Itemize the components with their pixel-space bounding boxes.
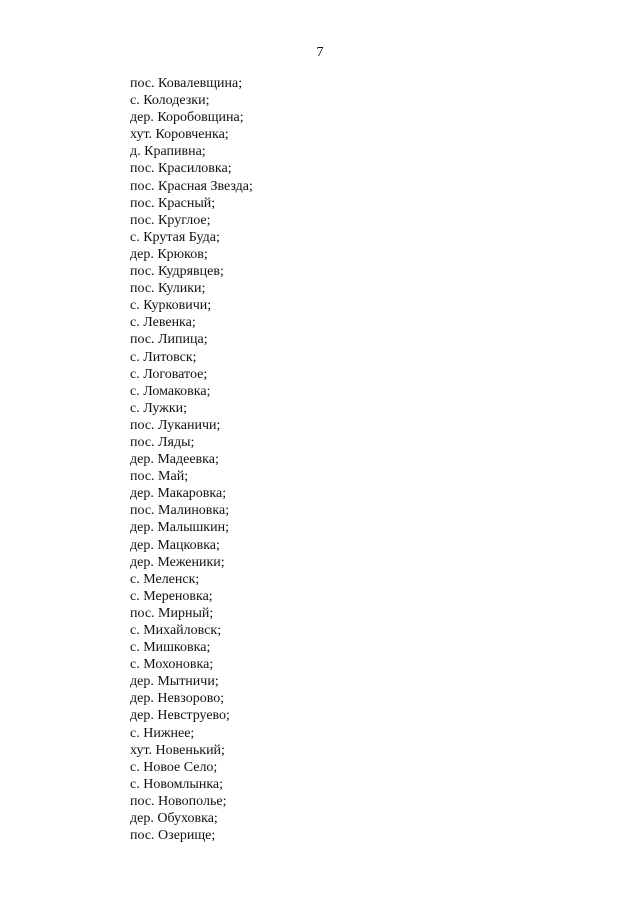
list-item: с. Мереновка; <box>130 588 213 604</box>
list-item: пос. Ковалевщина; <box>130 76 243 91</box>
list-item: дер. Малышкин; <box>130 520 229 536</box>
list-item: с. Литовск; <box>130 349 197 365</box>
list-item: дер. Невструево; <box>130 708 230 724</box>
list-item: дер. Невзорово; <box>130 691 225 707</box>
list-item: пос. Липица; <box>130 332 208 348</box>
list-item: пос. Кудрявцев; <box>130 264 224 280</box>
list-item: с. Ломаковка; <box>130 383 211 399</box>
list-item: пос. Мирный; <box>130 605 214 621</box>
list-item: пос. Ляды; <box>130 434 195 450</box>
list-item: пос. Луканичи; <box>130 417 221 433</box>
list-item: д. Крапивна; <box>130 144 206 160</box>
list-item: пос. Озерище; <box>130 828 216 844</box>
list-item: пос. Красная Звезда; <box>130 178 253 194</box>
list-item: с. Михайловск; <box>130 623 222 638</box>
list-item: с. Курковичи; <box>130 298 212 314</box>
list-item: с. Лужки; <box>130 400 188 416</box>
list-item: с. Крутая Буда; <box>130 229 220 245</box>
list-item: с. Мишковка; <box>130 640 211 656</box>
list-item: пос. Красиловка; <box>130 161 232 177</box>
list-item: дер. Меженики; <box>130 554 225 570</box>
list-item: хут. Новенький; <box>130 742 225 758</box>
list-item: хут. Коровченка; <box>130 127 229 143</box>
list-item: дер. Обуховка; <box>130 811 218 827</box>
list-item: дер. Мытничи; <box>130 674 219 690</box>
list-item: с. Колодезки; <box>130 93 210 109</box>
settlement-list <box>130 75 253 844</box>
list-item: с. Новое Село; <box>130 759 218 775</box>
list-item: дер. Мадеевка; <box>130 452 219 468</box>
list-item: с. Логоватое; <box>130 366 208 382</box>
list-item: с. Левенка; <box>130 315 196 331</box>
list-item: с. Новомлынка; <box>130 776 224 792</box>
list-item: с. Мохоновка; <box>130 657 214 673</box>
page-number: 7 <box>316 45 324 60</box>
list-item: пос. Новополье; <box>130 793 227 809</box>
list-item: пос. Малиновка; <box>130 503 230 519</box>
list-item: пос. Круглое; <box>130 212 211 228</box>
list-item: дер. Крюков; <box>130 246 208 262</box>
list-item: с. Меленск; <box>130 571 200 587</box>
list-item: дер. Коробовщина; <box>130 110 244 126</box>
list-item: пос. Май; <box>130 469 189 485</box>
list-item: пос. Кулики; <box>130 281 206 297</box>
list-item: с. Нижнее; <box>130 725 195 741</box>
list-item: дер. Мацковка; <box>130 537 220 553</box>
list-item: пос. Красный; <box>130 195 216 211</box>
list-item: дер. Макаровка; <box>130 486 227 502</box>
